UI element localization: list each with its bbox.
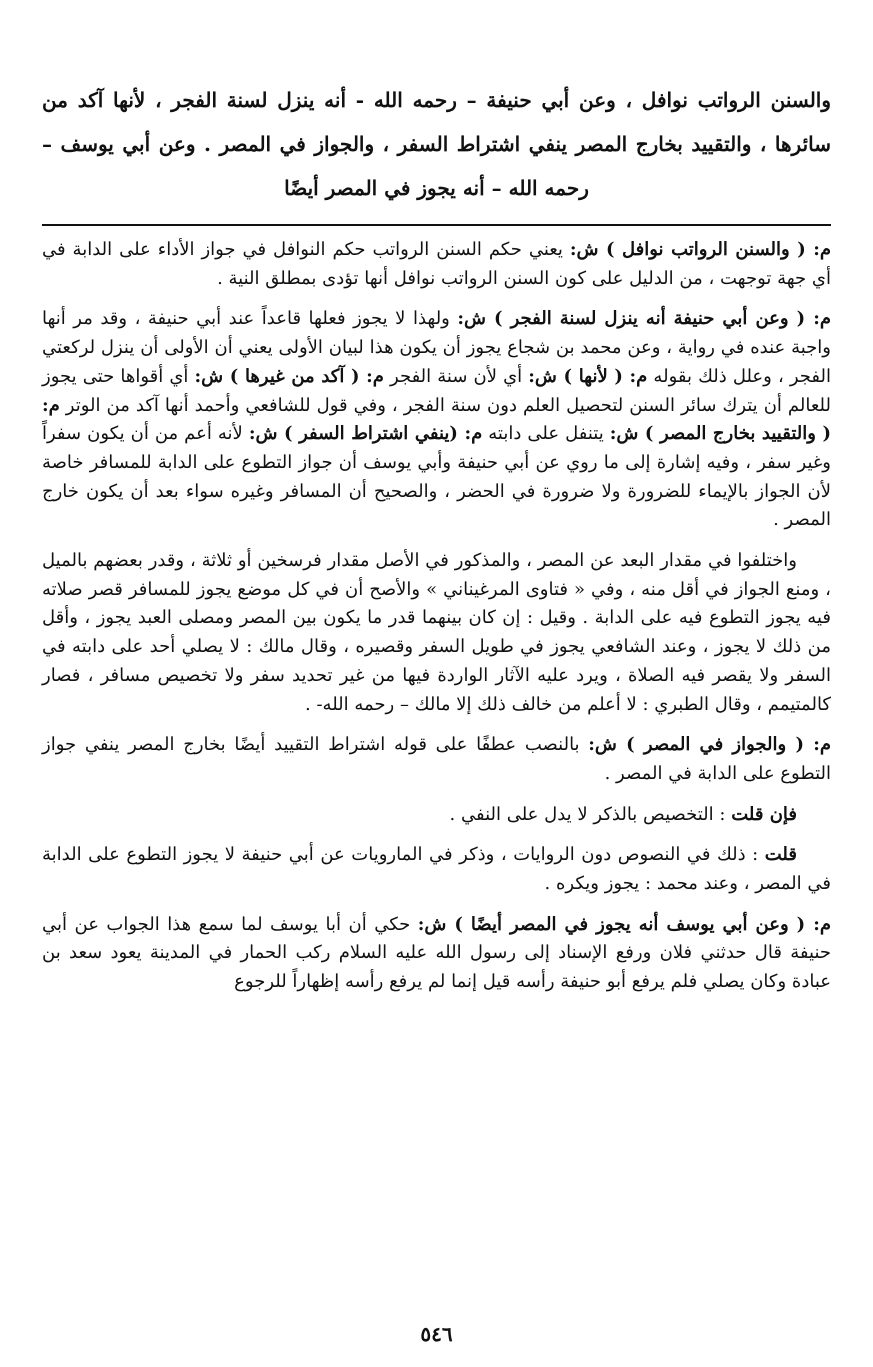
citation-lead: م: ( وعن أبي يوسف أنه يجوز في المصر أيضًا ) ش:	[417, 913, 831, 935]
citation-lead: م: ( وعن أبي حنيفة أنه ينزل لسنة الفجر ) ش:	[457, 308, 831, 330]
citation-lead: م: ( والتقييد بخارج المصر ) ش:	[42, 394, 832, 445]
objection-lead: فإن قلت	[731, 803, 797, 825]
paragraph-text: يعني حكم السنن الرواتب حكم النوافل في جواز الأداء على الدابة في أي جهة توجهت ، من الدليل على كون السنن الرواتب نوافل أنها تؤدى بمطلق النية .	[42, 239, 831, 289]
paragraph-text: أي أقواها حتى يجوز للعالم أن يترك سائر السنن لتحصيل العلم دون سنة الفجر ، وفي قول للشافعي وأحمد أنها آكد من الوتر	[42, 365, 831, 416]
commentary-paragraph	[42, 305, 831, 535]
paragraph-text: حكي أن أبا يوسف لما سمع هذا الجواب عن أبي حنيفة قال حدثني فلان ورفع الإسناد إلى رسول الله عليه السلام ركب الحمار في المدينة يعود سعد بن عبادة وكان يصلي فلم يرفع أبو حنيفة رأسه قيل إنما لم يرفع رأسه إظهاراً للرجوع	[42, 913, 831, 993]
citation-lead: م: (ينفي اشتراط السفر ) ش:	[248, 423, 483, 445]
commentary-paragraph	[42, 911, 831, 997]
commentary-paragraph	[42, 547, 831, 719]
paragraph-text: بالنصب عطفًا على قوله اشتراط التقييد أيضًا بخارج المصر ينفي جواز التطوع على الدابة في المصر .	[42, 734, 831, 784]
citation-lead: م: ( آكد من غيرها ) ش:	[194, 365, 384, 387]
commentary-paragraph	[42, 801, 831, 830]
page-number: ٥٤٦	[420, 1322, 453, 1346]
commentary	[42, 236, 831, 1009]
commentary-paragraph	[42, 731, 831, 788]
paragraph-text: : ذلك في النصوص دون الروايات ، وذكر في المارويات عن أبي حنيفة لا يجوز التطوع على الدابة في المصر ، وعند محمد : يجوز ويكره .	[42, 844, 831, 895]
paragraph-text: يتنفل على دابته	[482, 423, 610, 445]
paragraph-text: أي لأن سنة الفجر	[383, 365, 529, 387]
commentary-paragraph	[42, 236, 831, 293]
citation-lead: م: ( لأنها ) ش:	[528, 365, 648, 387]
paragraph-text: ولهذا لا يجوز فعلها قاعداً عند أبي حنيفة ، وقد مر أنها واجبة عنده في رواية ، وعن محمد بن شجاع يجوز أن يكون هذا لبيان الأولى يعني أن الأولى أن ينزل لركعتي الفجر ، وعلل ذلك بقوله	[42, 308, 832, 387]
main-text: والسنن الرواتب نوافل ، وعن أبي حنيفة – رحمه الله - أنه ينزل لسنة الفجر ، لأنها آكد من سائرها ، والتقييد بخارج المصر ينفي اشتراط السفر ، والجواز في المصر . وعن أبي يوسف – رحمه الله – أنه يجوز في المصر أيضًا	[42, 88, 831, 200]
paragraph-text: لأنه أعم من أن يكون سفراً وغير سفر ، وفيه إشارة إلى ما روي عن أبي حنيفة وأبي يوسف أن جواز التطوع على الدابة للمسافر خاصة لأن الجواز بالإيماء للضرورة ولا ضرورة في الحضر ، والصحيح أن المسافر وغيره سواء بعد أن يكون خارج المصر .	[42, 423, 832, 531]
separator-line	[42, 224, 831, 226]
citation-lead: م: ( والسنن الرواتب نوافل ) ش:	[569, 239, 832, 260]
citation-lead: م: ( والجواز في المصر ) ش:	[588, 734, 831, 756]
commentary-paragraph	[42, 841, 831, 898]
reply-lead: قلت	[764, 844, 797, 866]
paragraph-text: : التخصيص بالذكر لا يدل على النفي .	[449, 803, 732, 825]
paragraph-text: واختلفوا في مقدار البعد عن المصر ، والمذكور في الأصل مقدار فرسخين أو ثلاثة ، وقدر بعضهم بالميل ، ومنع الجواز في أقل منه ، وفي « فتاوى المرغيناني » والأصح أن في كل موضع يجوز للمسافر قصر صلاته فيه يجوز التطوع فيه على الدابة . وقيل : إن كان بينهما قدر ما يكون بين المصر ومصلى العبد يجوز ، وأقل من ذلك لا يجوز ، وعند الشافعي يجوز في طويل السفر وقصيره ، وقال مالك : لا يصلي أحد على دابته في السفر ولا يقصر فيه الصلاة ، ويرد عليه الآثار الواردة فيها من غير تحديد سفر ولا تخصيص مسافر ، فصار كالمتيمم ، وقال الطبري : لا أعلم من خالف ذلك إلا مالك – رحمه الله- .	[42, 550, 831, 715]
